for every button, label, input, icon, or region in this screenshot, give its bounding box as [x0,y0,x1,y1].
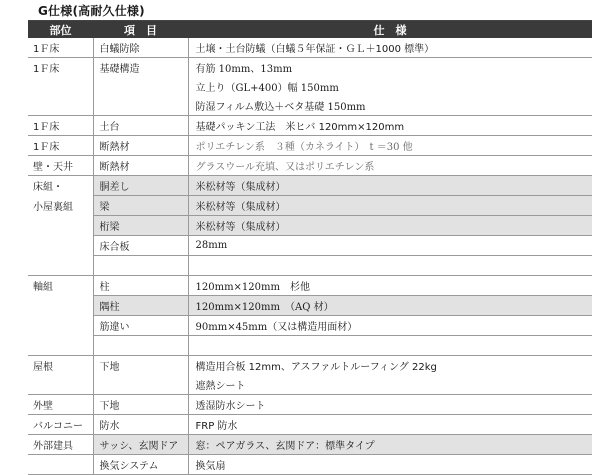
table-row [28,176,592,196]
location-cell [28,455,93,475]
table-row [28,375,592,395]
table-row [28,38,592,58]
header-item: 項 目 [93,21,188,38]
table-row [28,336,592,356]
table-row [28,395,592,415]
spec-cell: 窓：ペアガラス、玄関ドア：標準タイプ [188,435,592,455]
table-row [28,196,592,216]
table-row [28,455,592,475]
location-cell: 1Ｆ床 [28,116,93,136]
location-cell [28,236,93,256]
item-cell: 胴差し [93,176,188,196]
location-cell: 1Ｆ床 [28,58,93,78]
table-row [28,435,592,455]
location-cell [28,375,93,395]
location-cell: 1Ｆ床 [28,136,93,156]
spec-cell: 立上り（GL+400）幅 150mm [195,83,339,94]
spec-cell: グラスウール充填、又はポリエチレン系 [188,156,592,176]
item-cell [93,256,188,276]
spec-cell: 透湿防水シート [188,395,592,415]
spec-cell: 120mm×120mm 杉他 [188,276,592,296]
item-cell: 断熱材 [93,136,188,156]
item-cell: 床合板 [93,236,188,256]
page-title: G仕様(高耐久仕様) [38,4,145,18]
table-row [28,316,592,336]
spec-cell: 防湿フィルム敷込＋ベタ基礎 150mm [188,96,592,116]
spec-cell: 90mm×45mm（又は構造用面材） [188,316,592,336]
item-cell: 下地 [93,395,188,415]
table-row [28,276,592,296]
table-row [28,356,592,376]
item-cell: 換気システム [93,455,188,475]
location-cell: 1Ｆ床 [28,38,93,58]
spec-cell [188,256,592,276]
table-row [28,236,592,256]
spec-cell: 遮熱シート [188,375,592,395]
location-cell: 床組・ [28,176,93,196]
spec-cell: 米松材等（集成材） [188,216,592,236]
item-cell: 梁 [93,196,188,216]
item-cell [93,96,188,116]
item-cell: 下地 [93,356,188,376]
spec-cell [188,336,592,356]
spec-table [28,21,592,475]
location-cell [28,216,93,236]
spec-cell: FRP 防水 [188,415,592,435]
location-cell: 小屋裏組 [28,196,93,216]
location-cell: 壁・天井 [28,156,93,176]
location-cell [28,96,93,116]
location-cell: 屋根 [28,356,93,376]
location-cell [28,296,93,316]
spec-cell: 土壌・土台防蟻（白蟻５年保証・ＧＬ＋1000 標準） [188,38,592,58]
table-row [28,296,592,316]
spec-cell: 有筋 10mm、13mm [195,64,293,75]
item-cell: 基礎構造 [93,58,188,78]
table-row [28,256,592,276]
item-cell: 断熱材 [93,156,188,176]
table-header-row [28,21,592,38]
table-row [28,156,592,176]
spec-cell: 28mm [188,236,592,256]
spec-cell: 米松材等（集成材） [188,196,592,216]
item-cell [93,336,188,356]
table-row [28,216,592,236]
location-cell: バルコニー [28,415,93,435]
spec-cell: 換気扇 [188,455,592,475]
item-cell: サッシ、玄関ドア [93,435,188,455]
location-cell [28,77,93,96]
spec-cell: 120mm×120mm （AQ 材） [188,296,592,316]
item-cell [93,375,188,395]
header-spec: 仕 様 [188,21,592,38]
header-location: 部位 [28,21,93,38]
spec-cell: 基礎パッキン工法 米ヒバ 120mm×120mm [188,116,592,136]
table-row [28,58,592,78]
item-cell: 防水 [93,415,188,435]
location-cell [28,256,93,276]
location-cell: 外部建具 [28,435,93,455]
table-row [28,415,592,435]
location-cell: 軸組 [28,276,93,296]
spec-cell: ポリエチレン系 ３種（カネライト） t ＝30 他 [188,136,592,156]
table-row [28,96,592,116]
item-cell: 隅柱 [93,296,188,316]
item-cell: 土台 [93,116,188,136]
item-cell: 白蟻防除 [93,38,188,58]
spec-cell: 米松材等（集成材） [188,176,592,196]
location-cell [28,336,93,356]
table-row [28,116,592,136]
item-cell: 柱 [93,276,188,296]
table-row [28,77,592,96]
item-cell [93,77,188,96]
item-cell: 筋違い [93,316,188,336]
location-cell [28,316,93,336]
table-row [28,136,592,156]
spec-cell: 構造用合板 12mm、アスファルトルーフィング 22kg [195,362,437,373]
location-cell: 外壁 [28,395,93,415]
item-cell: 桁梁 [93,216,188,236]
